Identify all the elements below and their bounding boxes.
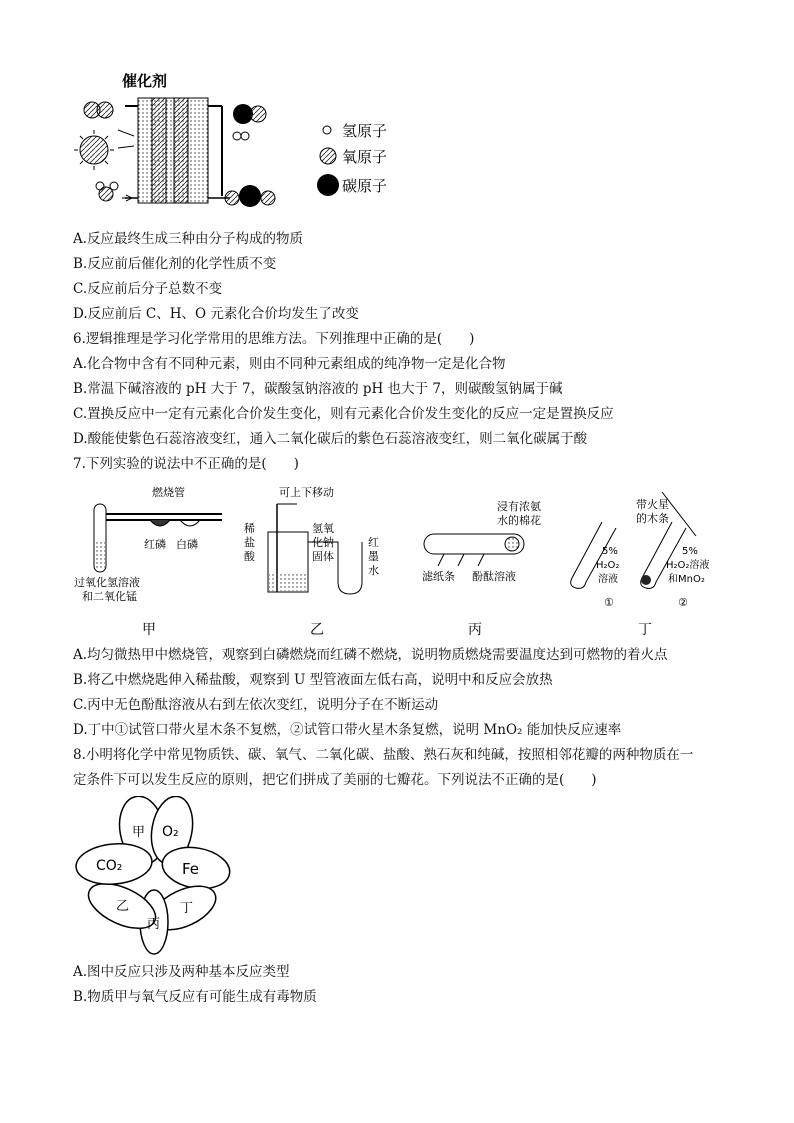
q7-option-a: A.均匀微热甲中燃烧管，观察到白磷燃烧而红磷不燃烧，说明物质燃烧需要温度达到可燃物的着火点 — [73, 647, 668, 663]
yi-caption: 乙 — [310, 622, 324, 638]
ding-tube2-number: ② — [678, 596, 688, 609]
apparatus-ding — [571, 492, 710, 638]
jia-red-phosphorus: 红磷 — [144, 538, 166, 551]
ding-caption: 丁 — [638, 622, 652, 638]
jia-caption: 甲 — [142, 622, 156, 638]
yi-acid-1: 稀 — [244, 522, 255, 535]
bing-cotton-2: 水的棉花 — [497, 514, 541, 527]
legend-label: 氢原子 — [342, 122, 388, 140]
ding-tube2-pct: 5% — [682, 546, 698, 557]
petal-bing: 丙 — [147, 917, 161, 932]
q8-option-b: B.物质甲与氧气反应有可能生成有毒物质 — [73, 989, 317, 1005]
ding-tube1-solution: 溶液 — [598, 574, 618, 585]
legend-label: 氧原子 — [342, 148, 388, 166]
bing-paper: 滤纸条 — [422, 570, 455, 583]
oxygen-atom-icon — [320, 148, 336, 164]
apparatus-yi — [244, 485, 379, 638]
q6-option-b: B.常温下碱溶液的 pH 大于 7，碳酸氢钠溶液的 pH 也大于 7，则碳酸氢钠属于碱 — [73, 381, 563, 397]
ding-tube1-number: ① — [604, 596, 614, 609]
ding-splint-2: 的木条 — [636, 512, 669, 525]
q8-option-a: A.图中反应只涉及两种基本反应类型 — [73, 964, 290, 980]
petal-fe: Fe — [182, 860, 200, 878]
seven-petal-flower-figure — [74, 796, 234, 956]
yi-naoh-1: 氢氧 — [312, 522, 334, 535]
legend-label: 碳原子 — [342, 177, 388, 195]
q7-experiment-figure — [72, 482, 732, 642]
petal-jia: 甲 — [132, 825, 146, 840]
q5-option-c: C.反应前后分子总数不变 — [73, 281, 223, 297]
q5-option-d: D.反应前后 C、H、O 元素化合价均发生了改变 — [73, 306, 359, 322]
ding-tube2-additive: 和MnO₂ — [668, 574, 705, 585]
legend-hydrogen — [323, 122, 387, 140]
q6-option-c: C.置换反应中一定有元素化合价发生变化，则有元素化合价发生变化的反应一定是置换反应 — [73, 406, 614, 422]
catalyst-label: 催化剂 — [122, 72, 168, 90]
bing-caption: 丙 — [468, 622, 482, 638]
yi-naoh-2: 化钠 — [312, 536, 334, 549]
petal-co2: CO₂ — [96, 858, 123, 874]
yi-ink-3: 水 — [368, 564, 379, 577]
yi-ink-1: 红 — [368, 536, 379, 549]
apparatus-bing — [422, 499, 541, 638]
catalyst-reaction-figure — [70, 68, 410, 218]
q6-option-d: D.酸能使紫色石蕊溶液变红，通入二氧化碳后的紫色石蕊溶液变红，则二氧化碳属于酸 — [73, 431, 588, 447]
petal-yi: 乙 — [116, 899, 130, 914]
yi-move-label: 可上下移动 — [279, 486, 334, 499]
ding-tube2-name: H₂O₂溶液 — [666, 560, 710, 571]
jia-reagent-line2: 和二氧化锰 — [82, 590, 137, 603]
carbon-atom-icon — [317, 174, 339, 196]
bing-phenolphthalein: 酚酞溶液 — [472, 570, 516, 583]
q5-option-a: A.反应最终生成三种由分子构成的物质 — [73, 231, 304, 247]
q7-option-d: D.丁中①试管口带火星木条不复燃，②试管口带火星木条复燃，说明 MnO₂ 能加快反应速率 — [73, 722, 622, 738]
yi-naoh-3: 固体 — [312, 550, 334, 563]
petal-o2: O₂ — [162, 824, 179, 840]
ding-tube1-pct: 5% — [602, 546, 618, 557]
jia-reagent-line1: 过氧化氢溶液 — [74, 576, 140, 589]
legend-oxygen — [320, 148, 387, 166]
yi-acid-3: 酸 — [244, 550, 255, 563]
legend-carbon — [317, 174, 387, 196]
q8-stem-line1: 8.小明将化学中常见物质铁、碳、氧气、二氧化碳、盐酸、熟石灰和纯碱，按照相邻花瓣的两种物质在一 — [73, 747, 694, 763]
ding-tube1-name: H₂O₂ — [596, 560, 620, 571]
q7-option-c: C.丙中无色酚酞溶液从右到左依次变红，说明分子在不断运动 — [73, 697, 439, 713]
bing-cotton-1: 浸有浓氨 — [497, 500, 541, 513]
jia-tube-label: 燃烧管 — [152, 486, 185, 499]
hydrogen-atom-icon — [323, 126, 331, 134]
q6-option-a: A.化合物中含有不同种元素，则由不同种元素组成的纯净物一定是化合物 — [73, 356, 506, 372]
q7-option-b: B.将乙中燃烧匙伸入稀盐酸，观察到 U 型管液面左低右高，说明中和反应会放热 — [73, 672, 553, 688]
q7-stem: 7.下列实验的说法中不正确的是( ) — [73, 456, 299, 472]
yi-acid-2: 盐 — [244, 536, 255, 549]
yi-ink-2: 墨 — [368, 550, 379, 563]
ding-splint-1: 带火星 — [636, 498, 669, 511]
q8-stem-line2: 定条件下可以发生反应的原则，把它们拼成了美丽的七瓣花。下列说法不正确的是( ) — [73, 772, 597, 788]
apparatus-jia — [74, 485, 222, 638]
q5-option-b: B.反应前后催化剂的化学性质不变 — [73, 256, 277, 272]
jia-white-phosphorus: 白磷 — [176, 538, 198, 551]
petal-ding: 丁 — [180, 901, 194, 916]
q6-stem: 6.逻辑推理是学习化学常用的思维方法。下列推理中正确的是( ) — [73, 331, 475, 347]
